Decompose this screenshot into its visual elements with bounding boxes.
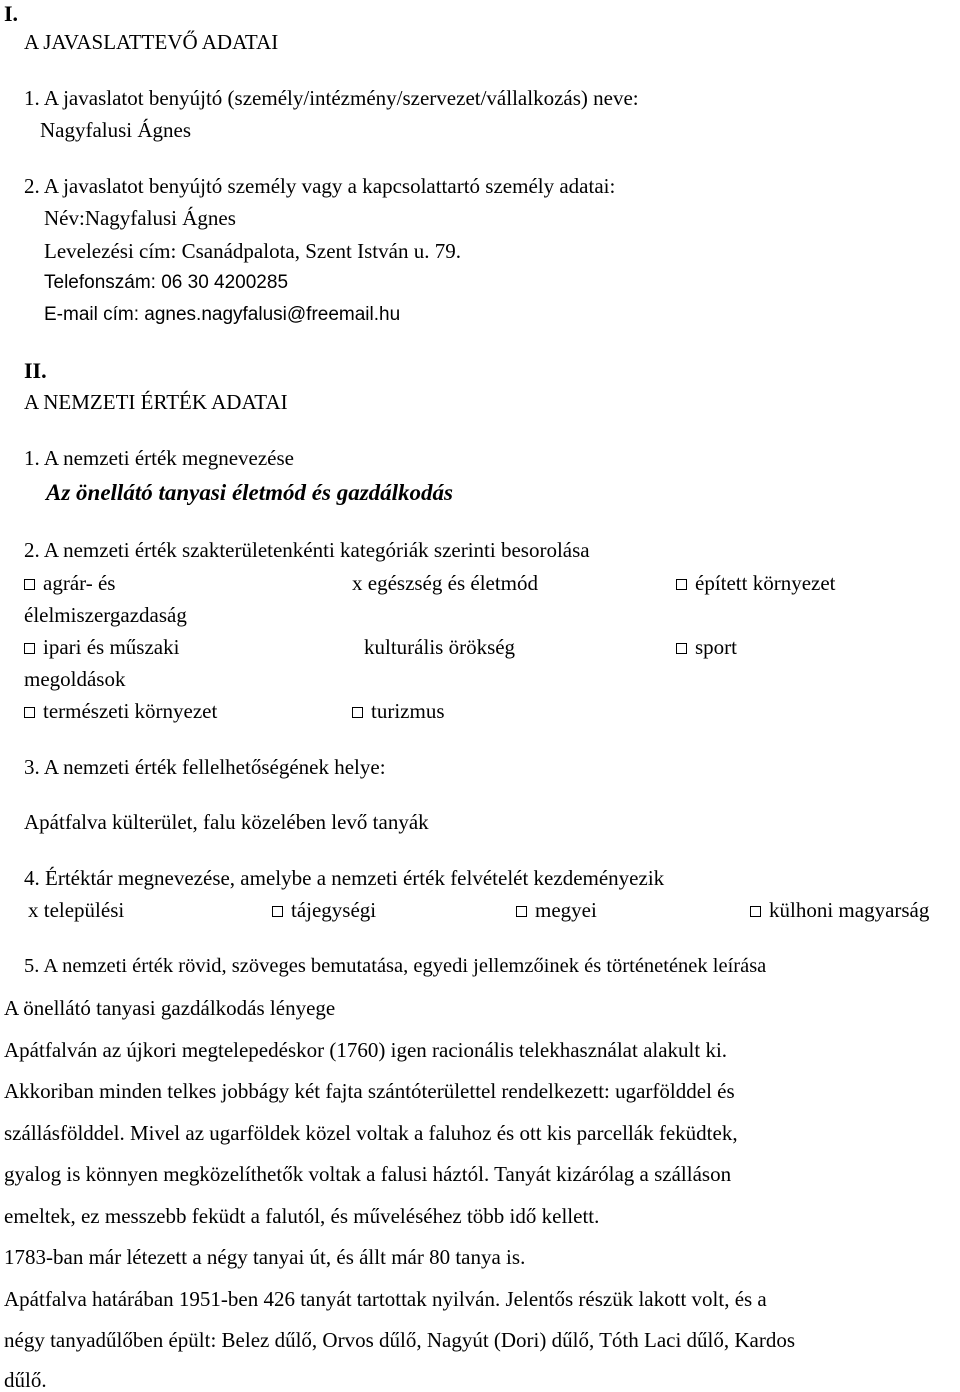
repo-tajegysegi[interactable] [272,900,376,921]
category-egeszseg[interactable]: x egészség és életmód [352,571,539,595]
category-sport[interactable] [676,637,737,658]
repo-tajegysegi-label: tájegységi [291,898,377,922]
category-ipari[interactable] [24,637,179,658]
value-title: Az önellátó tanyasi életmód és gazdálkodás [46,480,453,505]
checkbox-icon [676,643,687,654]
category-epitett-label: épített környezet [695,571,836,595]
q2-label: 2. A javaslatot benyújtó személy vagy a kapcsolattartó személy adatai: [24,174,616,198]
description-line: dűlő. [4,1368,47,1392]
description-line: gyalog is könnyen megközelíthetők voltak a falusi háztól. Tanyát kizárólag a szálláson [4,1162,732,1186]
repo-megyei-label: megyei [535,898,597,922]
location-label: 3. A nemzeti érték fellelhetőségének helye: [24,755,386,779]
category-turizmus[interactable] [352,701,445,722]
section-1-heading: A JAVASLATTEVŐ ADATAI [24,30,279,54]
category-agrar-cont: élelmiszergazdaság [24,603,187,627]
contact-address: Levelezési cím: Csanádpalota, Szent István u. 79. [44,239,461,263]
category-kulturalis[interactable]: kulturális örökség [364,635,516,659]
description-line: Apátfalva határában 1951-ben 426 tanyát tartottak nyilván. Jelentős részük lakott volt, és a [4,1287,767,1311]
repository-label: 4. Értéktár megnevezése, amelybe a nemzeti érték felvételét kezdeményezik [24,866,665,890]
checkbox-icon [272,906,283,917]
q1-label: 1. A javaslatot benyújtó (személy/intézmény/szervezet/vállalkozás) neve: [24,86,639,110]
category-agrar-label: agrár- és [43,571,116,595]
category-agrar[interactable] [24,573,115,594]
checkbox-icon [750,906,761,917]
checkbox-icon [24,643,35,654]
repo-kulhoni[interactable] [750,900,929,921]
applicant-name: Nagyfalusi Ágnes [40,118,192,142]
category-termeszeti[interactable] [24,701,217,722]
checkbox-icon [516,906,527,917]
checkbox-icon [24,579,35,590]
location-value: Apátfalva külterület, falu közelében levő tanyák [24,810,429,834]
category-epitett[interactable] [676,573,836,594]
description-line: négy tanyadűlőben épült: Belez dűlő, Orvos dűlő, Nagyút (Dori) dűlő, Tóth Laci dűlő, Kardos [4,1328,796,1352]
description-line: 1783-ban már létezett a négy tanyai út, és állt már 80 tanya is. [4,1245,526,1269]
checkbox-icon [676,579,687,590]
section-2-heading: A NEMZETI ÉRTÉK ADATAI [24,390,288,414]
contact-phone: Telefonszám: 06 30 4200285 [44,272,289,293]
description-label: 5. A nemzeti érték rövid, szöveges bemutatása, egyedi jellemzőinek és történetének leírása [24,955,767,977]
checkbox-icon [352,707,363,718]
description-line: Apátfalván az újkori megtelepedéskor (1760) igen racionális telekhasználat alakult ki. [4,1038,728,1062]
description-line: emeltek, ez messzebb feküdt a falutól, és műveléséhez több idő kellett. [4,1204,600,1228]
repo-telepulesi[interactable]: x települési [28,898,125,922]
value-name-label: 1. A nemzeti érték megnevezése [24,446,294,470]
category-termeszeti-label: természeti környezet [43,699,218,723]
section-2-number: II. [24,358,47,383]
repo-megyei[interactable] [516,900,597,921]
checkbox-icon [24,707,35,718]
repo-kulhoni-label: külhoni magyarság [769,898,930,922]
section-1-number: I. [4,1,19,26]
category-sport-label: sport [695,635,737,659]
category-label: 2. A nemzeti érték szakterületenkénti kategóriák szerinti besorolása [24,538,590,562]
category-ipari-label: ipari és műszaki [43,635,180,659]
category-ipari-cont: megoldások [24,667,126,691]
description-subtitle: A önellátó tanyasi gazdálkodás lényege [4,996,336,1020]
description-line: Akkoriban minden telkes jobbágy két fajta szántóterülettel rendelkezett: ugarfölddel és [4,1079,735,1103]
category-turizmus-label: turizmus [371,699,445,723]
contact-name: Név:Nagyfalusi Ágnes [44,206,236,230]
description-line: szállásfölddel. Mivel az ugarföldek közel voltak a faluhoz és ott kis parcellák feküdtek, [4,1121,738,1145]
contact-email: E-mail cím: agnes.nagyfalusi@freemail.hu [44,304,401,325]
